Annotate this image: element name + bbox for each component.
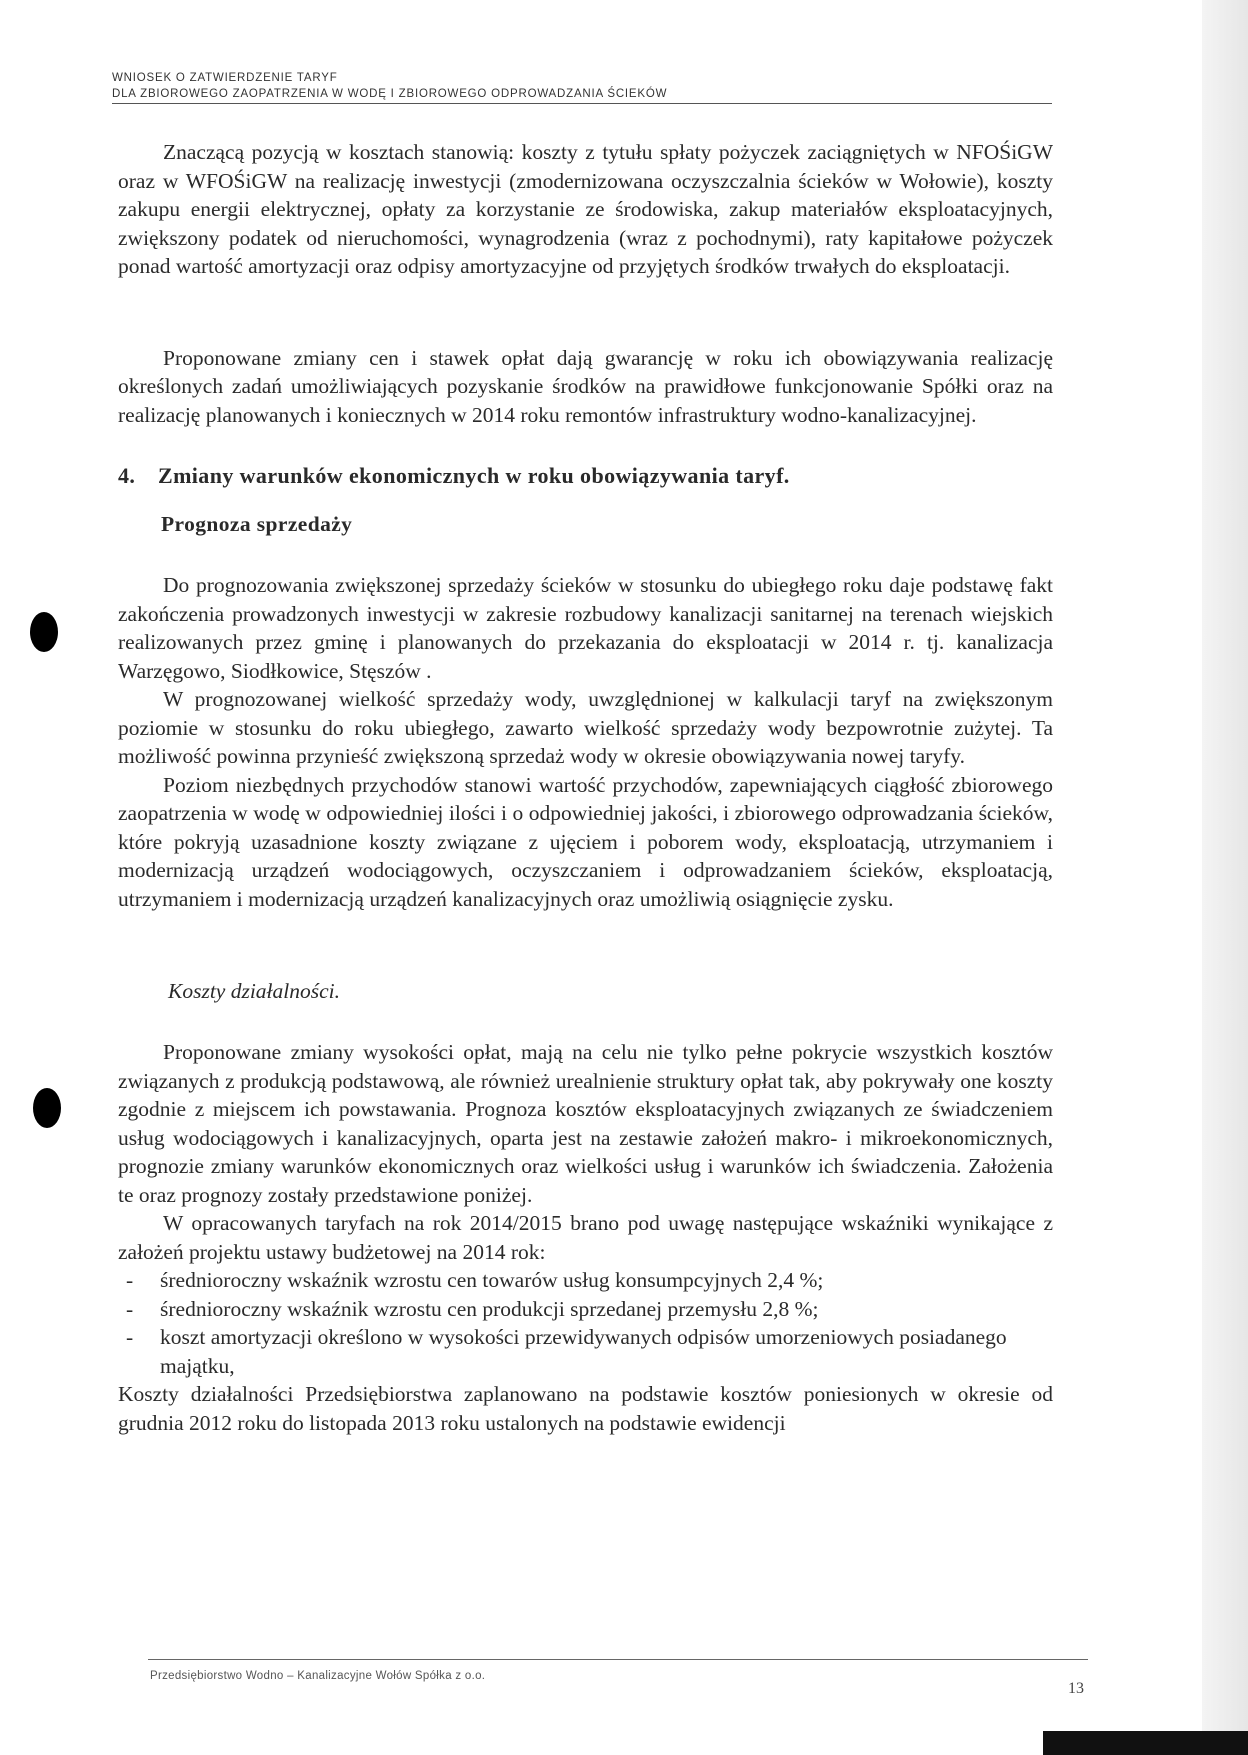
list-dash: - [126, 1268, 134, 1292]
paragraph-forecast-3: Poziom niezbędnych przychodów stanowi wartość przychodów, zapewniających ciągłość zbiorowego zaopatrzenia w wodę w odpowiedniej ilości i o odpowiedniej jakości, i zbiorowego odprowadzania ścieków, które pokryją uzasadnione koszty związane z ujęciem i poborem wody, eksploatacją, utrzymaniem i modernizacją urządzeń wodociągowych, oczyszczaniem i odprowadzaniem ścieków, eksploatacją, utrzymaniem i modernizacją urządzeń kanalizacyjnych oraz umożliwią osiągnięcie zysku. [118, 772, 1053, 911]
header-rule [112, 103, 1052, 104]
paragraph-costs-1: Proponowane zmiany wysokości opłat, mają na celu nie tylko pełne pokrycie wszystkich kosztów związanych z produkcją podstawową, ale również urealnienie struktury opłat tak, aby pokrywały one koszty zgodnie z miejscem ich powstawania. Prognoza kosztów eksploatacyjnych związanych ze świadczeniem usług wodociągowych i kanalizacyjnych, oparta jest na zestawie założeń makro- i mikroekonomicznych, prognozie zmiany warunków ekonomicznych oraz wielkości usług i warunków ich świadczenia. Założenia te oraz prognozy zostały przedstawione poniżej. [118, 1040, 1053, 1207]
header-line-1: WNIOSEK O ZATWIERDZENIE TARYF [112, 72, 338, 84]
list-dash: - [126, 1325, 134, 1349]
list-item [118, 1266, 1053, 1295]
paragraph-price-changes: Proponowane zmiany cen i stawek opłat dają gwarancję w roku ich obowiązywania realizację określonych zadań umożliwiających pozyskanie środków na prawidłowe funkcjonowanie Spółki oraz na realizację planowanych i koniecznych w 2014 roku remontów infrastruktury wodno-kanalizacyjnej. [118, 345, 1053, 427]
list-item-text: koszt amortyzacji określono w wysokości przewidywanych odpisów umorzeniowych posiadanego majątku, [160, 1325, 1007, 1378]
page-footer: Przedsiębiorstwo Wodno – Kanalizacyjne Wołów Spółka z o.o. [150, 1670, 486, 1682]
section-heading [118, 461, 1053, 491]
list-dash: - [126, 1296, 134, 1321]
scan-edge [1202, 0, 1248, 1755]
page-number: 13 [1068, 1680, 1084, 1697]
section-title: Zmiany warunków ekonomicznych w roku obowiązywania taryf. [158, 463, 790, 488]
scan-edge-dark [1043, 1731, 1248, 1755]
page-content [118, 138, 1053, 1437]
forecast-heading: Prognoza sprzedaży [161, 512, 353, 536]
paragraph-forecast-2: W prognozowanej wielkość sprzedaży wody, uwzględnionej w kalkulacji taryf na zwiększonym poziomie w stosunku do roku ubiegłego, zawarto wielkość sprzedaży wody bezpowrotnie zużytej. Ta możliwość powinna przynieść zwiększoną sprzedaż wody w okresie obowiązywania nowej taryfy. [118, 687, 1053, 768]
list-item-text: średnioroczny wskaźnik wzrostu cen towarów usług konsumpcyjnych 2,4 %; [160, 1268, 824, 1292]
section-number: 4. [118, 463, 136, 488]
paragraph-costs-intro: Znaczącą pozycją w kosztach stanowią: koszty z tytułu spłaty pożyczek zaciągniętych w NFOŚiGW oraz w WFOŚiGW na realizację inwestycji (zmodernizowana oczyszczalnia ścieków w Wołowie), koszty zakupu energii elektrycznej, opłaty za korzystanie ze środowiska, zakup materiałów eksploatacyjnych, zwiększony podatek od nieruchomości, wynagrodzenia (wraz z pochodnymi), raty kapitałowe pożyczek ponad wartość amortyzacji oraz odpisy amortyzacyjne od przyjętych środków trwałych do eksploatacji. [118, 140, 1053, 278]
paragraph-costs-3: Koszty działalności Przedsiębiorstwa zaplanowano na podstawie kosztów poniesionych w okresie od grudnia 2012 roku do listopada 2013 roku ustalonych na podstawie ewidencji [118, 1382, 1053, 1435]
page-header [112, 70, 1052, 102]
indicator-list [118, 1266, 1053, 1380]
punch-hole [33, 1088, 61, 1128]
punch-hole [30, 612, 58, 652]
list-item [118, 1295, 1053, 1324]
paragraph-forecast-1: Do prognozowania zwiększonej sprzedaży ścieków w stosunku do ubiegłego roku daje podstawę fakt zakończenia prowadzonych inwestycji w zakresie rozbudowy kanalizacji sanitarnej na terenach wiejskich realizowanych przez gminę i planowanych do przekazania do eksploatacji w 2014 r. tj. kanalizacja Warzęgowo, Siodłkowice, Stęszów . [118, 573, 1053, 683]
list-item-text: średnioroczny wskaźnik wzrostu cen produkcji sprzedanej przemysłu 2,8 %; [160, 1296, 819, 1321]
list-item [118, 1323, 1053, 1380]
footer-rule [148, 1659, 1088, 1660]
paragraph-costs-2: W opracowanych taryfach na rok 2014/2015 brano pod uwagę następujące wskaźniki wynikające z założeń projektu ustawy budżetowej na 2014 rok: [118, 1211, 1053, 1264]
header-line-2: DLA ZBIOROWEGO ZAOPATRZENIA W WODĘ I ZBIOROWEGO ODPROWADZANIA ŚCIEKÓW [112, 88, 668, 100]
costs-heading: Koszty działalności. [168, 979, 341, 1003]
